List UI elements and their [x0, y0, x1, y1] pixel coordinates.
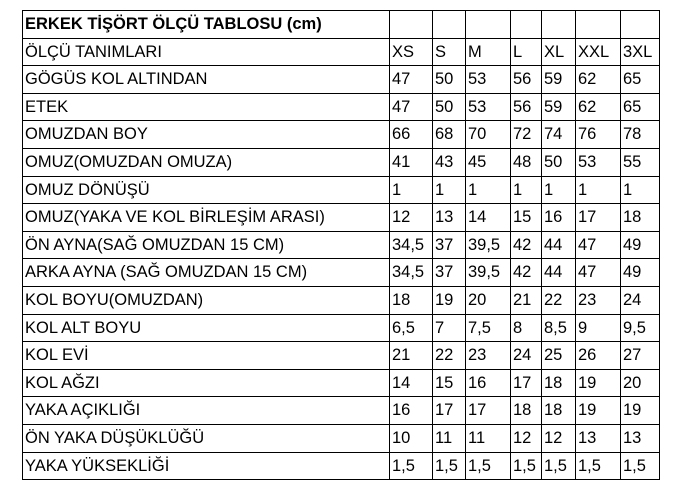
measurement-label: OMUZ(OMUZDAN OMUZA) [23, 148, 390, 176]
title-blank-cell [576, 11, 621, 39]
measurement-value: 68 [433, 121, 466, 149]
measurement-value: 48 [511, 148, 542, 176]
measurement-value: 7,5 [466, 314, 511, 342]
title-blank-cell [466, 11, 511, 39]
measurement-value: 15 [511, 204, 542, 232]
measurement-label: KOL BOYU(OMUZDAN) [23, 286, 390, 314]
measurement-value: 62 [576, 66, 621, 94]
measurement-value: 7 [433, 314, 466, 342]
measurement-value: 1 [433, 176, 466, 204]
measurement-label: OMUZ(YAKA VE KOL BİRLEŞİM ARASI) [23, 204, 390, 232]
measurement-value: 1,5 [433, 452, 466, 480]
measurement-value: 44 [542, 259, 576, 287]
table-title: ERKEK TİŞÖRT ÖLÇÜ TABLOSU (cm) [23, 11, 390, 39]
measurement-value: 17 [433, 397, 466, 425]
measurement-value: 1 [466, 176, 511, 204]
measurement-value: 9,5 [621, 314, 660, 342]
measurement-value: 59 [542, 66, 576, 94]
measurement-value: 12 [542, 424, 576, 452]
measurement-value: 76 [576, 121, 621, 149]
table-row [23, 121, 660, 149]
measurement-label: OMUZDAN BOY [23, 121, 390, 149]
measurement-value: 1,5 [621, 452, 660, 480]
measurement-value: 50 [433, 66, 466, 94]
measurement-value: 24 [621, 286, 660, 314]
measurement-label: KOL AĞZI [23, 369, 390, 397]
measurement-value: 21 [390, 342, 433, 370]
measurement-value: 18 [542, 397, 576, 425]
size-chart-table [22, 10, 660, 480]
measurement-value: 66 [390, 121, 433, 149]
measurement-value: 22 [542, 286, 576, 314]
measurement-value: 47 [576, 259, 621, 287]
measurement-value: 43 [433, 148, 466, 176]
measurement-value: 37 [433, 231, 466, 259]
table-row [23, 314, 660, 342]
table-row [23, 176, 660, 204]
measurement-value: 16 [390, 397, 433, 425]
measurement-value: 25 [542, 342, 576, 370]
table-row [23, 259, 660, 287]
measurement-value: 23 [466, 342, 511, 370]
size-header-3xl: 3XL [621, 38, 660, 66]
measurement-value: 72 [511, 121, 542, 149]
measurement-label: ETEK [23, 93, 390, 121]
size-chart-sheet [22, 10, 660, 480]
measurement-value: 49 [621, 259, 660, 287]
measurement-label: OMUZ DÖNÜŞÜ [23, 176, 390, 204]
measurement-value: 1,5 [511, 452, 542, 480]
table-row [23, 452, 660, 480]
measurement-value: 70 [466, 121, 511, 149]
measurement-value: 53 [576, 148, 621, 176]
measurement-label: YAKA YÜKSEKLİĞİ [23, 452, 390, 480]
measurement-value: 12 [511, 424, 542, 452]
measurement-value: 16 [466, 369, 511, 397]
measurement-value: 39,5 [466, 259, 511, 287]
measurement-value: 13 [576, 424, 621, 452]
measurement-value: 78 [621, 121, 660, 149]
measurement-value: 1,5 [576, 452, 621, 480]
measurement-value: 45 [466, 148, 511, 176]
measurement-value: 1 [542, 176, 576, 204]
table-row [23, 424, 660, 452]
table-row [23, 93, 660, 121]
measurement-value: 21 [511, 286, 542, 314]
measurement-value: 11 [433, 424, 466, 452]
table-row [23, 397, 660, 425]
measurement-value: 13 [433, 204, 466, 232]
measurement-value: 55 [621, 148, 660, 176]
size-header-m: M [466, 38, 511, 66]
measurement-value: 18 [621, 204, 660, 232]
measurement-value: 37 [433, 259, 466, 287]
measurement-value: 26 [576, 342, 621, 370]
measurement-value: 18 [390, 286, 433, 314]
measurement-label: ARKA AYNA (SAĞ OMUZDAN 15 CM) [23, 259, 390, 287]
table-row [23, 148, 660, 176]
measurement-value: 1 [621, 176, 660, 204]
title-blank-cell [390, 11, 433, 39]
measurement-value: 65 [621, 66, 660, 94]
measurement-value: 11 [466, 424, 511, 452]
measurement-value: 1 [390, 176, 433, 204]
size-chart-body [23, 11, 660, 480]
measurement-value: 14 [466, 204, 511, 232]
measurement-value: 8,5 [542, 314, 576, 342]
measurement-label: KOL EVİ [23, 342, 390, 370]
size-header-xl: XL [542, 38, 576, 66]
measurement-value: 53 [466, 66, 511, 94]
title-blank-cell [511, 11, 542, 39]
measurement-value: 22 [433, 342, 466, 370]
measurement-value: 13 [621, 424, 660, 452]
measurement-label: GÖGÜS KOL ALTINDAN [23, 66, 390, 94]
measurement-value: 1,5 [466, 452, 511, 480]
title-blank-cell [433, 11, 466, 39]
measurement-value: 17 [511, 369, 542, 397]
measurement-value: 62 [576, 93, 621, 121]
size-header-l: L [511, 38, 542, 66]
measurement-value: 17 [466, 397, 511, 425]
measurement-value: 23 [576, 286, 621, 314]
measurement-value: 34,5 [390, 231, 433, 259]
measurement-label: ÖN AYNA(SAĞ OMUZDAN 15 CM) [23, 231, 390, 259]
measurement-label: YAKA AÇIKLIĞI [23, 397, 390, 425]
table-row [23, 231, 660, 259]
table-row [23, 66, 660, 94]
measurement-value: 20 [466, 286, 511, 314]
size-header-xxl: XXL [576, 38, 621, 66]
size-header-s: S [433, 38, 466, 66]
measurement-value: 41 [390, 148, 433, 176]
measurement-value: 17 [576, 204, 621, 232]
measurement-value: 56 [511, 66, 542, 94]
measurement-value: 1,5 [542, 452, 576, 480]
measurement-value: 44 [542, 231, 576, 259]
measurement-value: 47 [390, 93, 433, 121]
measurement-value: 74 [542, 121, 576, 149]
measurement-value: 20 [621, 369, 660, 397]
measurement-value: 1,5 [390, 452, 433, 480]
measurement-label: ÖN YAKA DÜŞÜKLÜĞÜ [23, 424, 390, 452]
measurement-value: 19 [576, 369, 621, 397]
table-row [23, 369, 660, 397]
title-blank-cell [621, 11, 660, 39]
measurement-value: 19 [621, 397, 660, 425]
measurement-value: 42 [511, 259, 542, 287]
measurement-value: 19 [576, 397, 621, 425]
measurement-value: 47 [576, 231, 621, 259]
measurement-value: 59 [542, 93, 576, 121]
table-row [23, 342, 660, 370]
measurement-value: 24 [511, 342, 542, 370]
measurement-value: 56 [511, 93, 542, 121]
measurement-value: 6,5 [390, 314, 433, 342]
measurement-value: 1 [576, 176, 621, 204]
measurement-value: 16 [542, 204, 576, 232]
measurement-value: 1 [511, 176, 542, 204]
measurement-value: 15 [433, 369, 466, 397]
header-row [23, 38, 660, 66]
measurement-value: 49 [621, 231, 660, 259]
measurement-value: 53 [466, 93, 511, 121]
measurement-value: 18 [542, 369, 576, 397]
measurement-value: 42 [511, 231, 542, 259]
measurement-value: 14 [390, 369, 433, 397]
title-blank-cell [542, 11, 576, 39]
measurement-value: 27 [621, 342, 660, 370]
size-header-xs: XS [390, 38, 433, 66]
table-row [23, 204, 660, 232]
measurement-value: 39,5 [466, 231, 511, 259]
measurement-value: 18 [511, 397, 542, 425]
measurement-value: 34,5 [390, 259, 433, 287]
measurement-value: 47 [390, 66, 433, 94]
measurement-value: 65 [621, 93, 660, 121]
header-label-cell: ÖLÇÜ TANIMLARI [23, 38, 390, 66]
measurement-value: 8 [511, 314, 542, 342]
table-row [23, 286, 660, 314]
measurement-value: 50 [542, 148, 576, 176]
title-row [23, 11, 660, 39]
measurement-value: 12 [390, 204, 433, 232]
measurement-label: KOL ALT BOYU [23, 314, 390, 342]
measurement-value: 9 [576, 314, 621, 342]
measurement-value: 19 [433, 286, 466, 314]
measurement-value: 10 [390, 424, 433, 452]
measurement-value: 50 [433, 93, 466, 121]
